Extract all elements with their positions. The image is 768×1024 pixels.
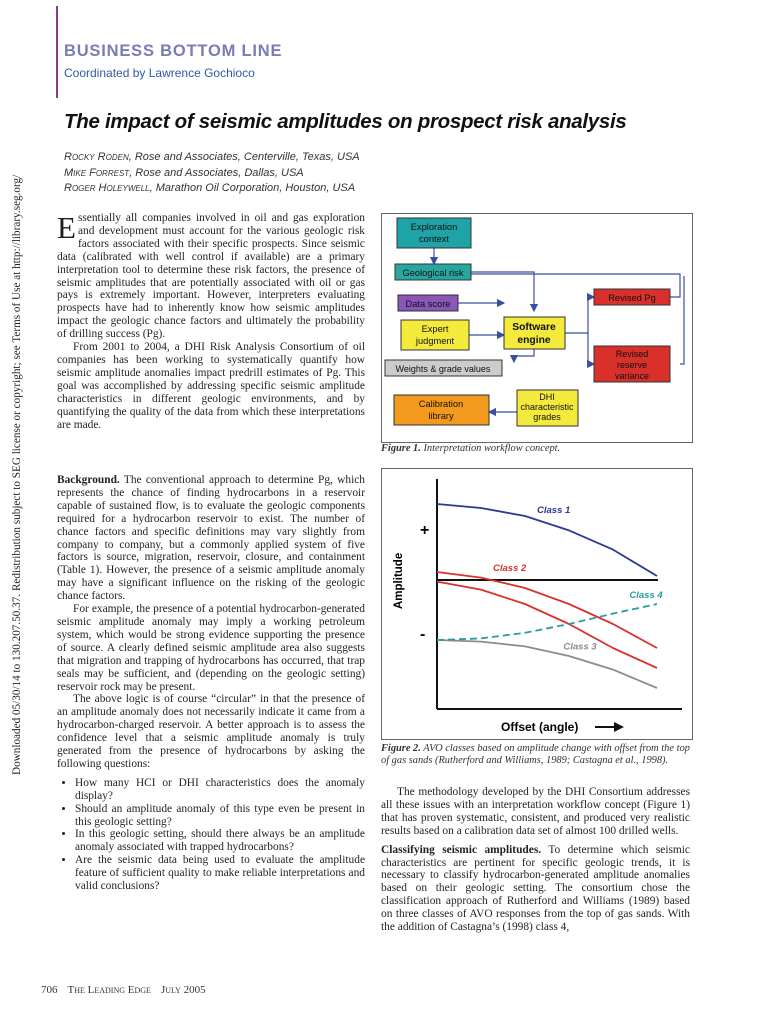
series-label-class-1: Class 1 [537,505,571,517]
list-item: • Are the seismic data being used to evaluate the amplitude feature of sufficient quality to make reliable interpretations and valid conclusions? [75,854,365,893]
coordinator-line: Coordinated by Lawrence Gochioco [64,66,255,80]
box-weights-grade-values [385,360,502,376]
svg-text:grades: grades [533,412,561,422]
figure-1-workflow [381,213,693,443]
svg-text:Exploration: Exploration [410,222,458,232]
figure-1-caption: Figure 1. Interpretation workflow concept. [381,443,561,454]
paragraph: For example, the presence of a potential hydrocarbon-generated seismic amplitude anomaly may imply a working petroleum system, which would be strong evidence supporting the presence of source. A clearly defined seismic amplitude area also suggests that migration and trapping of hydrocarbons has occurred, that trap seals may be sufficient, and (depending on the geologic setting) reservoir rock may be present. [57,603,365,693]
page-footer [41,984,206,996]
issue-date: July 2005 [160,984,206,996]
avo-chart [382,469,692,739]
box-geological-risk [395,264,471,280]
workflow-diagram [382,214,692,442]
article-title: The impact of seismic amplitudes on prospect risk analysis [64,110,627,133]
page-number: 706 [41,984,58,996]
list-item: • Should an amplitude anomaly of this type even be present in this geologic setting? [75,803,365,829]
box-expert-judgment [401,320,469,350]
svg-text:Weights & grade values: Weights & grade values [395,364,491,374]
figure-2-caption: Figure 2. AVO classes based on amplitude change with offset from the top of gas sands (Rutherford and Williams, 1989; Castagna et al., 1998). [381,743,690,766]
author-line: Rocky Roden, Rose and Associates, Centerville, Texas, USA [64,151,360,163]
header-rule [56,6,58,98]
series-line-class-4 [437,604,657,640]
svg-text:Expert: Expert [421,324,449,334]
paragraph: The above logic is of course “circular” in that the presence of an amplitude anomaly does not necessarily indicate it came from a hydrocarbon-charged reservoir. A better approach is to assess the confidence level that a seismic amplitude anomaly is truly generated from the presence of hydrocarbons by asking the following questions: [57,693,365,770]
drop-cap: E [57,210,76,245]
journal-name: The Leading Edge [67,984,151,996]
figure-2-avo-chart [381,468,693,740]
series-line-class-3 [437,640,657,688]
list-item: • How many HCI or DHI characteristics does the anomaly display? [75,777,365,803]
x-axis-arrow-icon [595,722,624,732]
intro-paragraph: Essentially all companies involved in oil and gas exploration and development must account for the various geologic risk factors associated with their specific prospects. Since seismic data (calibrated with well control if available) are a primary interpretation tool to determine these risk factors, the presence of seismic amplitudes that are potentially associated with oil or gas pays is extremely important. However, interpreters evaluating prospects have had to inherently know how seismic amplitudes impact the geologic chance factors and ultimately the probability of drilling success (Pg). [57,210,365,341]
classifying-paragraph: Classifying seismic amplitudes. To determine which seismic characteristics are pertinent for specific geologic trends, it is necessary to classify hydrocarbon-generated amplitude anomalies based on their geologic setting. The consortium chose the classification approach of Rutherford and Williams (1989) based on three classes of AVO responses from the top of gas sands. With the addition of Castagna’s (1998) class 4, [381,843,690,934]
svg-text:Data score: Data score [405,299,451,309]
svg-text:engine: engine [517,335,551,346]
series-label-class-3: Class 3 [563,641,597,653]
box-data-score [398,295,458,311]
download-notice: Downloaded 05/30/14 to 130.207.50.37. Redistribution subject to SEG license or copyright; see Terms of Use at http://library.seg.org/ [11,174,23,775]
svg-text:context: context [419,234,449,244]
author-line: Roger Holeywell, Marathon Oil Corporation, Houston, USA [64,182,356,194]
svg-text:Revised Pg: Revised Pg [608,293,656,303]
series-label-class-4: Class 4 [629,589,663,601]
box-dhi-grades [517,390,578,426]
svg-text:variance: variance [614,371,650,381]
paragraph: From 2001 to 2004, a DHI Risk Analysis Consortium of oil companies has been working to systematically quantify how seismic amplitude anomalies impact predrill estimates of Pg. This goal was accomplished by addressing specific seismic amplitude characteristics in different geologic environments, and by quantifying the quality of the data from which these interpretations are made. [57,341,365,431]
list-item: • In this geologic setting, should there always be an amplitude anomaly associated with trapped hydrocarbons? [75,828,365,854]
box-calibration-library [394,395,489,425]
box-revised-pg [594,289,670,305]
svg-text:characteristic: characteristic [520,402,574,412]
svg-text:Software: Software [512,322,556,333]
y-tick-plus: + [420,522,430,539]
y-tick-minus: - [420,626,426,643]
left-column-bottom [57,474,365,893]
author-list [64,150,360,197]
question-list [57,777,365,893]
series-line-class-2 [437,572,657,648]
left-column-top [57,212,365,431]
x-axis-label: Offset (angle) [501,720,579,734]
subhead-classifying: Classifying seismic amplitudes. [381,843,542,856]
svg-text:judgment: judgment [415,336,455,346]
svg-text:reserve: reserve [616,360,648,370]
svg-text:Calibration: Calibration [418,399,464,409]
svg-text:library: library [428,411,454,421]
series-line-class-2 [437,582,657,668]
box-revised-reserve-variance [594,346,670,382]
series-label-class-2: Class 2 [493,562,527,574]
svg-text:DHI: DHI [539,392,555,402]
background-paragraph: Background. The conventional approach to determine Pg, which represents the chance of finding hydrocarbons in a reservoir capable of sustained flow, is to evaluate the geologic components required for a hydrocarbon reservoir to exist. The number of chance factors and specific definitions may vary slightly from company to company, but a commonly applied system of five factors is source, migration, reservoir, closure, and containment (Table 1). However, the presence of a seismic amplitude anomaly may have a significant influence on the risking of the geologic chance factors. [57,474,365,603]
section-heading: BUSINESS BOTTOM LINE [64,42,283,60]
box-software-engine [504,317,565,349]
box-exploration-context [397,218,471,248]
subhead-background: Background. [57,474,120,486]
right-column [381,786,690,934]
paragraph: The methodology developed by the DHI Consortium addresses all these issues with an interpretation workflow concept (Figure 1) that has proven systematic, consistent, and produced very realistic results based on a calibration data set of almost 100 drilled wells. [381,786,690,837]
svg-text:Revised: Revised [615,349,649,359]
svg-text:Geological risk: Geological risk [402,268,464,278]
author-line: Mike Forrest, Rose and Associates, Dallas, USA [64,166,304,179]
y-axis-label: Amplitude [393,552,405,609]
